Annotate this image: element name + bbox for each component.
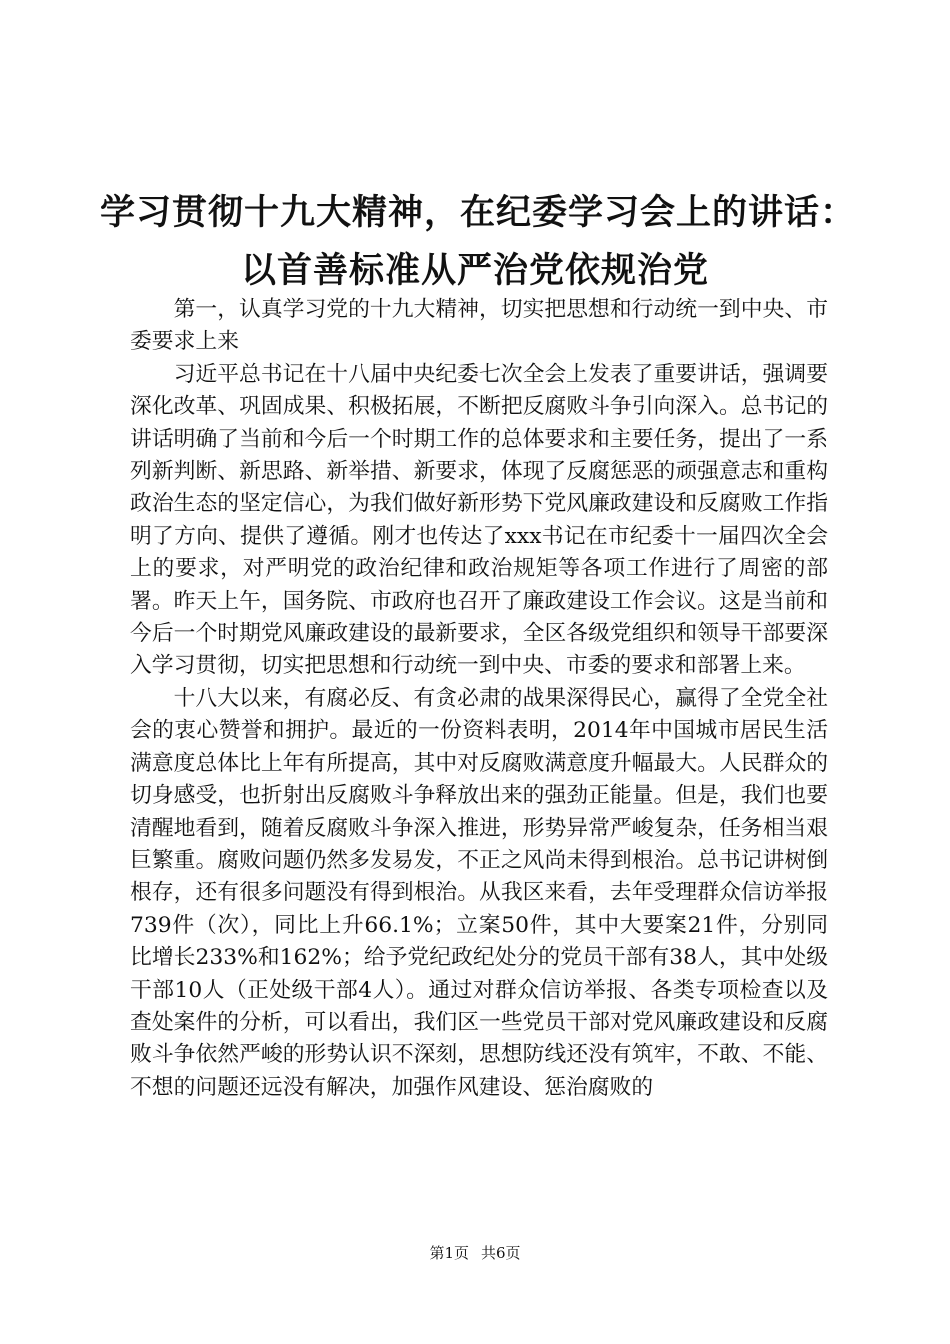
document-title xyxy=(100,184,857,300)
paragraph: 十八大以来，有腐必反、有贪必肃的战果深得民心，赢得了全党全社会的衷心赞誉和拥护。最近的一份资料表明，2014年中国城市居民生活满意度总体比上年有所提高，其中对反腐败满意度升幅最大。人民群众的切身感受，也折射出反腐败斗争释放出来的强劲正能量。但是，我们也要清醒地看到，随着反腐败斗争深入推进，形势异常严峻复杂，任务相当艰巨繁重。腐败问题仍然多发易发，不正之风尚未得到根治。总书记讲树倒根存，还有很多问题没有得到根治。从我区来看，去年受理群众信访举报739件（次），同比上升66.1%；立案50件，其中大要案21件，分别同比增长233%和162%；给予党纪政纪处分的党员干部有38人，其中处级干部10人（正处级干部4人）。通过对群众信访举报、各类专项检查以及查处案件的分析，可以看出，我们区一些党员干部对党风廉政建设和反腐败斗争依然严峻的形势认识不深刻，思想防线还没有筑牢，不敢、不能、不想的问题还远没有解决，加强作风建设、惩治腐败的 xyxy=(130,685,828,1100)
paragraph-section-heading: 第一，认真学习党的十九大精神，切实把思想和行动统一到中央、市委要求上来 xyxy=(130,297,828,355)
title-line-2: 以首善标准从严治党依规治党 xyxy=(240,251,709,291)
title-line-1: 学习贯彻十九大精神，在纪委学习会上的讲话： xyxy=(100,193,857,233)
page-total: 共6页 xyxy=(481,1244,521,1262)
document-body xyxy=(130,294,828,1104)
page-number: 第1页 xyxy=(429,1244,469,1262)
page-footer xyxy=(0,1243,950,1263)
paragraph: 习近平总书记在十八届中央纪委七次全会上发表了重要讲话，强调要深化改革、巩固成果、积极拓展，不断把反腐败斗争引向深入。总书记的讲话明确了当前和今后一个时期工作的总体要求和主要任务，提出了一系列新判断、新思路、新举措、新要求，体现了反腐惩恶的顽强意志和重构政治生态的坚定信心，为我们做好新形势下党风廉政建设和反腐败工作指明了方向、提供了遵循。刚才也传达了xxx书记在市纪委十一届四次全会上的要求，对严明党的政治纪律和政治规矩等各项工作进行了周密的部署。昨天上午，国务院、市政府也召开了廉政建设工作会议。这是当前和今后一个时期党风廉政建设的最新要求，全区各级党组织和领导干部要深入学习贯彻，切实把思想和行动统一到中央、市委的要求和部署上来。 xyxy=(130,361,828,679)
